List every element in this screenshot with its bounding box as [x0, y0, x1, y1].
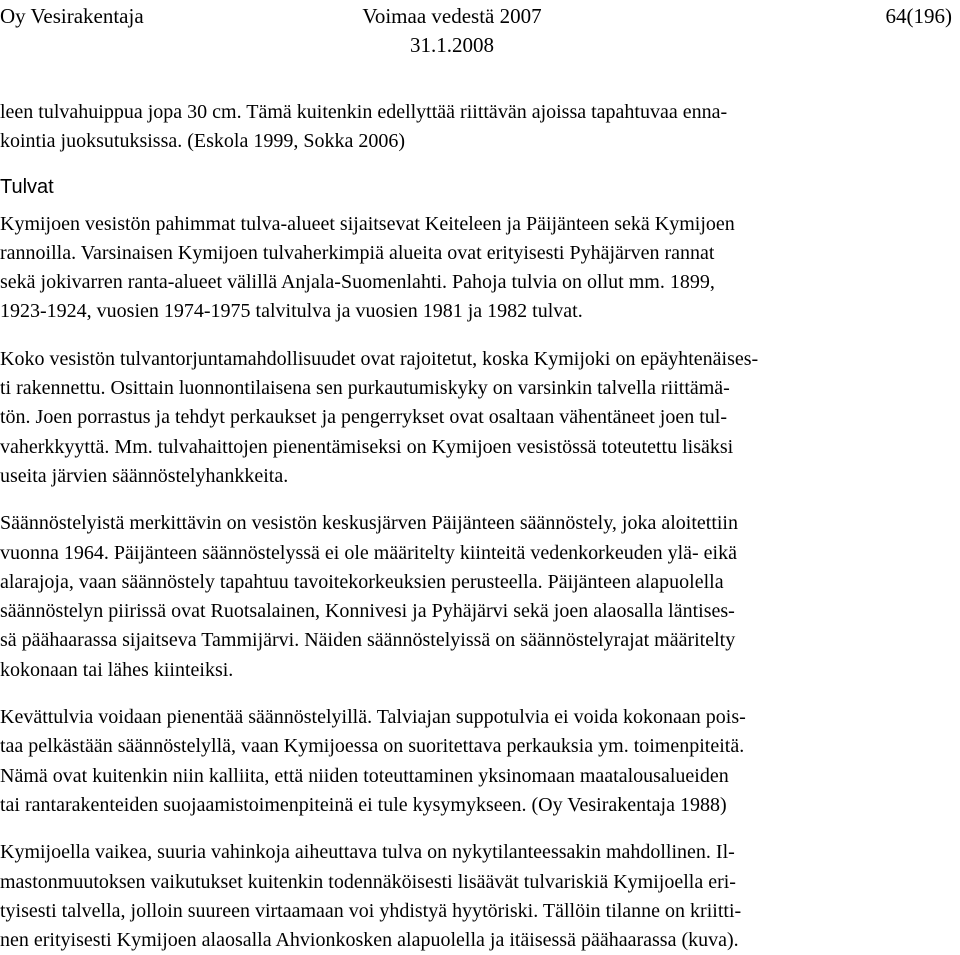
- line: 1923-1924, vuosien 1974-1975 talvitulva ja vuosien 1981 ja 1982 tulvat.: [0, 300, 583, 323]
- header-date: 31.1.2008: [410, 33, 494, 57]
- header-title-block: [357, 2, 547, 60]
- paragraph-5: [0, 703, 955, 820]
- line: vuonna 1964. Päijänteen säännöstelyssä ei ole määritelty kiinteitä vedenkorkeuden ylä- eikä: [0, 541, 737, 564]
- line: leen tulvahuippua jopa 30 cm. Tämä kuitenkin edellyttää riittävän ajoissa tapahtuvaa enna-: [0, 101, 728, 123]
- line: tyisesti talvella, jolloin suureen virtaamaan voi yhdistyä hyytöriski. Tällöin tilanne on kriitti-: [0, 899, 742, 922]
- line: vaherkkyyttä. Mm. tulvahaittojen pienentämiseksi on Kymijoen vesistössä toteutettu lisäksi: [0, 435, 734, 458]
- header-document-title: Voimaa vedestä 2007: [362, 4, 542, 28]
- page-header: [0, 2, 960, 58]
- document-body: [0, 98, 955, 955]
- line: tön. Joen porrastus ja tehdyt perkaukset ja pengerrykset ovat osaltaan vähentäneet joen tul-: [0, 406, 727, 429]
- section-heading: Tulvat: [0, 175, 54, 198]
- line: sä päähaarassa sijaitseva Tammijärvi. Näiden säännöstelyissä on säännöstelyrajat määritelty: [0, 629, 736, 652]
- line: alarajoja, vaan säännöstely tapahtuu tavoitekorkeuksien perusteella. Päijänteen alapuolella: [0, 570, 724, 593]
- paragraph-3: [0, 345, 955, 491]
- line: Nämä ovat kuitenkin niin kalliita, että niiden toteuttaminen yksinomaan maatalousalueiden: [0, 764, 729, 787]
- line: Kymijoen vesistön pahimmat tulva-alueet sijaitsevat Keiteleen ja Päijänteen sekä Kymijoen: [0, 212, 735, 235]
- paragraph-4: [0, 509, 955, 685]
- line: kokonaan tai lähes kiinteiksi.: [0, 658, 234, 681]
- line: Kymijoella vaikea, suuria vahinkoja aiheuttava tulva on nykytilanteessakin mahdollinen. Il-: [0, 841, 735, 864]
- line: ti rakennettu. Osittain luonnontilaisena sen purkautumiskyky on varsinkin talvella riittämä-: [0, 377, 730, 400]
- line: sekä jokivarren ranta-alueet välillä Anjala-Suomenlahti. Pahoja tulvia on ollut mm. 1899,: [0, 271, 715, 294]
- line: Koko vesistön tulvantorjuntamahdollisuudet ovat rajoitetut, koska Kymijoki on epäyhtenäises-: [0, 347, 759, 370]
- header-page-number: 64(196): [885, 4, 952, 28]
- line: Kevättulvia voidaan pienentää säännöstelyillä. Talviajan suppotulvia ei voida kokonaan pois-: [0, 706, 746, 729]
- paragraph-6: [0, 838, 955, 955]
- line: useita järvien säännöstelyhankkeita.: [0, 464, 289, 487]
- header-company: Oy Vesirakentaja: [0, 4, 144, 28]
- line: kointia juoksutuksissa. (Eskola 1999, Sokka 2006): [0, 130, 405, 153]
- line: nen erityisesti Kymijoen alaosalla Ahvionkosken alapuolella ja itäisessä päähaarassa (kuva).: [0, 929, 739, 952]
- paragraph-1: [0, 98, 955, 157]
- line: säännöstelyn piirissä ovat Ruotsalainen, Konnivesi ja Pyhäjärvi sekä joen alaosalla läntises-: [0, 600, 735, 623]
- line: mastonmuutoksen vaikutukset kuitenkin todennäköisesti lisäävät tulvariskiä Kymijoella eri-: [0, 870, 736, 893]
- line: taa pelkästään säännöstelyllä, vaan Kymijoessa on suoritettava perkauksia ym. toimenpiteitä.: [0, 735, 745, 758]
- line: Säännöstelyistä merkittävin on vesistön keskusjärven Päijänteen säännöstely, joka aloitettiin: [0, 512, 738, 535]
- paragraph-2: [0, 210, 955, 327]
- line: tai rantarakenteiden suojaamistoimenpiteinä ei tule kysymykseen. (Oy Vesirakentaja 1988): [0, 793, 727, 816]
- line: rannoilla. Varsinaisen Kymijoen tulvaherkimpiä alueita ovat erityisesti Pyhäjärven rannat: [0, 241, 715, 264]
